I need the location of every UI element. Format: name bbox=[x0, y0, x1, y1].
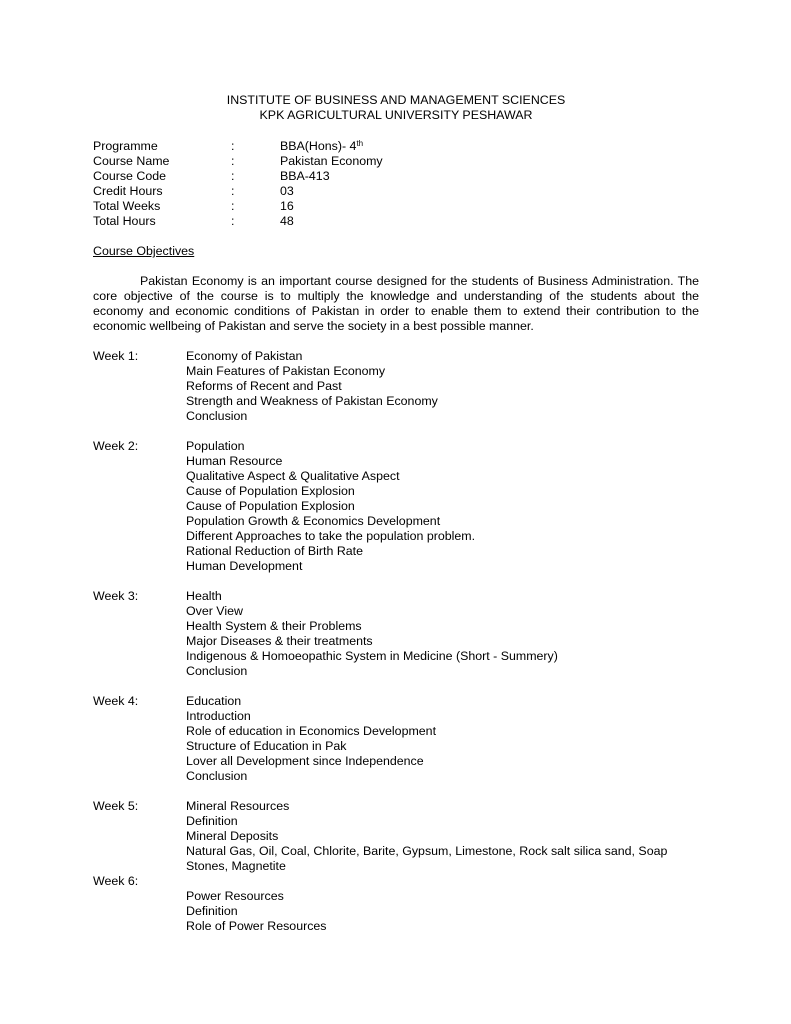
course-objectives-title: Course Objectives bbox=[93, 244, 195, 258]
course-info-row bbox=[93, 154, 699, 169]
course-info-label: Total Weeks bbox=[93, 199, 161, 213]
week-topic: Mineral Resources bbox=[186, 799, 290, 813]
course-info-row bbox=[93, 169, 699, 184]
course-info-colon: : bbox=[231, 169, 235, 183]
course-objectives-text: Pakistan Economy is an important course designed for the students of Business Administration. The core objective of the course is to multiply the knowledge and understanding of the students about the economy and economic conditions of Pakistan in order to enable them to extend their contribution to the economic wellbeing of Pakistan and serve the society in a best possible manner. bbox=[93, 274, 699, 333]
week-topic: Qualitative Aspect & Qualitative Aspect bbox=[186, 469, 400, 483]
course-info-colon: : bbox=[231, 139, 235, 153]
week-topic: Structure of Education in Pak bbox=[186, 739, 347, 753]
week-block bbox=[93, 349, 699, 424]
week-topics bbox=[186, 799, 699, 874]
week-topic: Role of Power Resources bbox=[186, 919, 327, 933]
course-info-value bbox=[280, 139, 699, 154]
week-topic: Definition bbox=[186, 814, 238, 828]
week-topics bbox=[186, 439, 699, 574]
week-topic: Human Resource bbox=[186, 454, 283, 468]
week-label: Week 6: bbox=[93, 874, 139, 888]
week-topic: Population Growth & Economics Development bbox=[186, 514, 441, 528]
course-info-row bbox=[93, 184, 699, 199]
course-info-colon: : bbox=[231, 184, 235, 198]
course-info-label: Total Hours bbox=[93, 214, 156, 228]
institute-name: INSTITUTE OF BUSINESS AND MANAGEMENT SCIENCES bbox=[226, 93, 566, 107]
week-topic: Over View bbox=[186, 604, 243, 618]
week-topic: Conclusion bbox=[186, 409, 248, 423]
week-topic: Natural Gas, Oil, Coal, Chlorite, Barite, Gypsum, Limestone, Rock salt silica sand, Soap Stones, Magnetite bbox=[186, 844, 668, 873]
course-info-label: Programme bbox=[93, 139, 158, 153]
week-label: Week 3: bbox=[93, 589, 139, 603]
week-topic: Health System & their Problems bbox=[186, 619, 362, 633]
week-block bbox=[93, 439, 699, 574]
course-info-value bbox=[280, 169, 699, 184]
course-info-value-text: BBA(Hons)- 4 bbox=[280, 139, 357, 153]
week-topics bbox=[186, 694, 699, 784]
week-topic: Major Diseases & their treatments bbox=[186, 634, 373, 648]
week-topic: Cause of Population Explosion bbox=[186, 484, 355, 498]
week-topic: Cause of Population Explosion bbox=[186, 499, 355, 513]
week-topic: Role of education in Economics Development bbox=[186, 724, 437, 738]
course-info-value bbox=[280, 199, 699, 214]
course-info-colon: : bbox=[231, 154, 235, 168]
course-info-value-text: 48 bbox=[280, 214, 294, 228]
week-topics bbox=[186, 874, 699, 934]
course-info-row bbox=[93, 214, 699, 229]
week-topic: Conclusion bbox=[186, 664, 248, 678]
week-topic: Strength and Weakness of Pakistan Economy bbox=[186, 394, 438, 408]
week-topic: Definition bbox=[186, 904, 238, 918]
course-info-superscript: th bbox=[356, 139, 364, 148]
course-info-value bbox=[280, 184, 699, 199]
course-info-row bbox=[93, 139, 699, 154]
weekly-schedule bbox=[93, 349, 699, 934]
week-block bbox=[93, 694, 699, 784]
course-info-colon: : bbox=[231, 199, 235, 213]
week-topic: Indigenous & Homoeopathic System in Medicine (Short - Summery) bbox=[186, 649, 558, 663]
week-topic: Education bbox=[186, 694, 242, 708]
course-info-label: Course Code bbox=[93, 169, 167, 183]
week-label: Week 1: bbox=[93, 349, 139, 363]
course-info-value bbox=[280, 214, 699, 229]
week-topic: Mineral Deposits bbox=[186, 829, 279, 843]
course-info-value-text: BBA-413 bbox=[280, 169, 330, 183]
week-label: Week 4: bbox=[93, 694, 139, 708]
course-info-value bbox=[280, 154, 699, 169]
week-label: Week 5: bbox=[93, 799, 139, 813]
week-topic: Conclusion bbox=[186, 769, 248, 783]
course-info-value-text: 03 bbox=[280, 184, 294, 198]
week-block bbox=[93, 799, 699, 874]
week-block bbox=[93, 589, 699, 679]
week-topic: Power Resources bbox=[186, 889, 284, 903]
document-page bbox=[93, 93, 699, 949]
week-topic: Health bbox=[186, 589, 222, 603]
course-info-row bbox=[93, 199, 699, 214]
university-name: KPK AGRICULTURAL UNIVERSITY PESHAWAR bbox=[259, 108, 533, 122]
week-topic: Main Features of Pakistan Economy bbox=[186, 364, 386, 378]
week-topic: Human Development bbox=[186, 559, 303, 573]
week-topic: Different Approaches to take the population problem. bbox=[186, 529, 476, 543]
week-topic: Economy of Pakistan bbox=[186, 349, 303, 363]
document-header bbox=[93, 93, 699, 123]
week-label: Week 2: bbox=[93, 439, 139, 453]
week-block bbox=[93, 874, 699, 934]
course-info-value-text: 16 bbox=[280, 199, 294, 213]
course-info-value-text: Pakistan Economy bbox=[280, 154, 383, 168]
week-topic: Reforms of Recent and Past bbox=[186, 379, 342, 393]
course-info-label: Credit Hours bbox=[93, 184, 163, 198]
week-topics bbox=[186, 589, 699, 679]
course-info-label: Course Name bbox=[93, 154, 170, 168]
week-topic: Introduction bbox=[186, 709, 251, 723]
week-topic: Population bbox=[186, 439, 245, 453]
week-topic: Rational Reduction of Birth Rate bbox=[186, 544, 364, 558]
course-info-colon: : bbox=[231, 214, 235, 228]
course-info bbox=[93, 139, 699, 229]
week-topic: Lover all Development since Independence bbox=[186, 754, 424, 768]
week-topics bbox=[186, 349, 699, 424]
